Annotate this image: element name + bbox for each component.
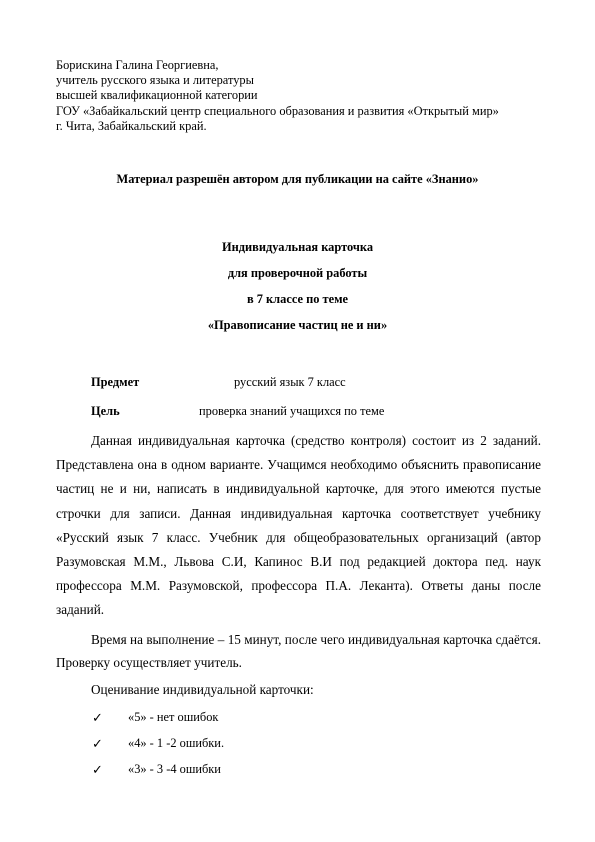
description-text: Данная индивидуальная карточка (средство контроля) состоит из 2 заданий. Представлена она в одном варианте. Учащимся необходимо объяснить правописание частиц не и ни, написать в индивидуальной карточке, для этого имеются пустые строчки для записи. Данная индивидуальная карточка соответствует учебнику «Русский язык 7 класс. Учебник для общеобразовательных организаций (автор Разумовская М.М., Львова С.И, Капинос В.И под редакцией доктора пед. наук профессора М.М. Разумовской, профессора П.А. Леканта). Ответы даны после заданий. [56,433,541,618]
subject-value: русский язык 7 класс [234,375,346,389]
checkmark-icon: ✓ [92,736,103,751]
title-line-2: для проверочной работы [227,266,368,280]
grading-item [92,710,219,726]
author-city: г. Чита, Забайкальский край. [56,118,207,133]
checkmark-icon: ✓ [92,762,103,777]
description-paragraph [56,429,541,623]
grading-item [92,736,225,752]
grading-item [92,762,221,778]
title-line-4: «Правописание частиц не и ни» [207,318,388,332]
subject-label: Предмет [91,375,140,389]
grading-heading: Оценивание индивидуальной карточки: [91,682,314,697]
document-title [0,240,595,344]
goal-value: проверка знаний учащихся по теме [199,404,385,418]
author-organization: ГОУ «Забайкальский центр специального образования и развития «Открытый мир» [56,103,499,118]
checkmark-icon: ✓ [92,710,103,725]
title-line-3: в 7 классе по теме [246,292,349,306]
author-block [56,58,536,134]
publication-permission: Материал разрешён автором для публикации на сайте «Знанио» [116,172,479,186]
subject-field [91,375,346,390]
goal-label: Цель [91,404,120,418]
goal-field [91,404,385,419]
time-paragraph [56,628,541,674]
author-category: высшей квалификационной категории [56,88,258,103]
time-text: Время на выполнение – 15 минут, после чего индивидуальная карточка сдаётся. Проверку осуществляет учитель. [56,632,541,670]
grading-item-text: «4» - 1 -2 ошибки. [128,736,225,750]
author-name: Борискина Галина Георгиевна, [56,58,219,72]
grading-item-text: «3» - 3 -4 ошибки [128,762,221,776]
title-line-1: Индивидуальная карточка [221,240,374,254]
grading-item-text: «5» - нет ошибок [128,710,219,724]
author-position: учитель русского языка и литературы [56,73,254,88]
